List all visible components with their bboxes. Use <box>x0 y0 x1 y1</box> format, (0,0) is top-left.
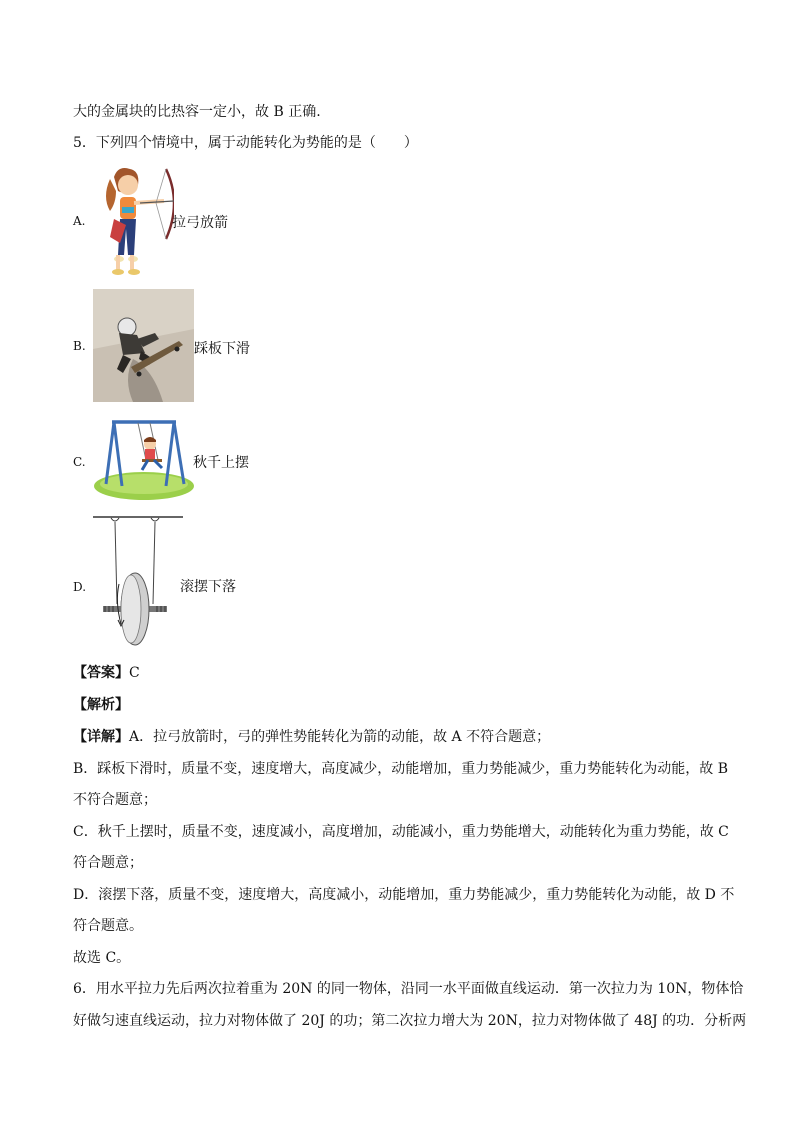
option-c-caption: 秋千上摆 <box>193 455 249 471</box>
analysis-tag: 【解析】 <box>73 697 129 713</box>
detail-text-a: A．拉弓放箭时，弓的弹性势能转化为箭的动能，故 A 不符合题意； <box>129 729 551 745</box>
detail-line-b1: B．踩板下滑时，质量不变，速度增大，高度减少，动能增加，重力势能减少，重力势能转化为动能，故 B <box>73 761 729 777</box>
continuation-text: 大的金属块的比热容一定小，故 B 正确. <box>73 104 321 120</box>
option-b-caption: 踩板下滑 <box>194 341 250 357</box>
detail-line-b2: 不符合题意； <box>73 792 157 808</box>
maxwell-pendulum-image <box>93 512 183 652</box>
skateboarder-image <box>93 289 194 402</box>
option-a-label: A. <box>73 214 86 228</box>
detail-line-d1: D．滚摆下落，质量不变，速度增大，高度减小，动能增加，重力势能减少，重力势能转化为动能，故 D 不 <box>73 887 735 903</box>
detail-line-a <box>73 727 550 747</box>
question-6-line-1: 6．用水平拉力先后两次拉着重为 20N 的同一物体，沿同一水平面做直线运动．第一次拉力为 10N，物体恰 <box>73 981 744 997</box>
option-a-caption: 拉弓放箭 <box>172 215 228 231</box>
question-6-line-2: 好做匀速直线运动，拉力对物体做了 20J 的功；第二次拉力增大为 20N，拉力对物体做了 48J 的功．分析两 <box>73 1013 747 1029</box>
option-c-label: C. <box>73 455 86 469</box>
answer-tag: 【答案】 <box>73 665 129 681</box>
detail-tag: 【详解】 <box>73 729 129 745</box>
option-b-label: B. <box>73 339 86 353</box>
option-d-caption: 滚摆下落 <box>180 579 236 595</box>
detail-line-c2: 符合题意； <box>73 855 143 871</box>
detail-line-c1: C．秋千上摆时，质量不变，速度减小，高度增加，动能减小，重力势能增大，动能转化为重力势能，故 C <box>73 824 729 840</box>
answer-line <box>73 663 140 683</box>
archer-girl-image <box>96 163 174 277</box>
detail-line-d2: 符合题意。 <box>73 918 143 934</box>
answer-value: C <box>129 665 140 681</box>
conclusion-line: 故选 C。 <box>73 950 131 966</box>
option-d-label: D. <box>73 580 87 594</box>
question-5-stem: 5．下列四个情境中，属于动能转化为势能的是（ ） <box>73 135 418 151</box>
swing-image <box>92 414 196 502</box>
